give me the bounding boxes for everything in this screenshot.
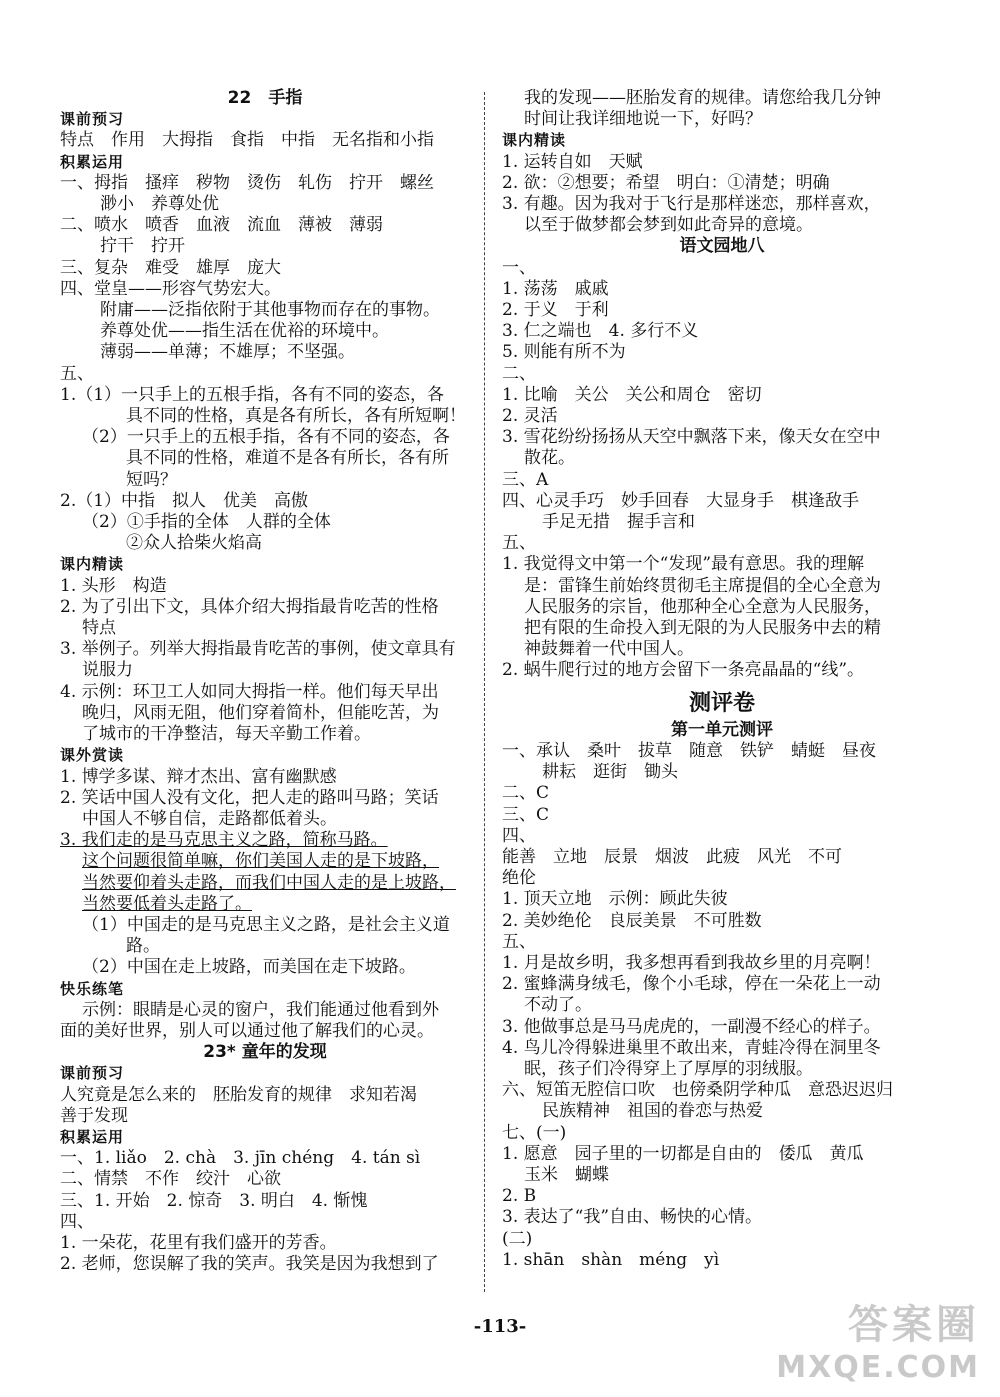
text-line: 一、承认 桑叶 拔草 随意 铁铲 蜻蜓 昼夜 xyxy=(502,740,876,761)
text-line: 1. 运转自如 天赋 xyxy=(502,151,643,172)
text-line: 具不同的性格，难道不是各有所长，各有所 xyxy=(126,448,449,469)
text-line: 2. 蜗牛爬行过的地方会留下一条亮晶晶的“线”。 xyxy=(502,660,865,681)
text-line: 三、复杂 难受 雄厚 庞大 xyxy=(60,257,281,278)
text-line: 四、 xyxy=(60,1211,94,1232)
text-line: 渺小 养尊处优 xyxy=(100,194,219,215)
text-line: 三、A xyxy=(502,469,549,490)
text-line: 四、心灵手巧 妙手回春 大显身手 棋逢敌手 xyxy=(502,490,859,511)
text-line: 示例：眼睛是心灵的窗户，我们能通过他看到外 xyxy=(82,999,439,1020)
text-line: 5. 则能有所不为 xyxy=(502,342,626,363)
text-line: 具不同的性格，真是各有所长，各有所短啊！ xyxy=(126,406,466,427)
text-line: 五、 xyxy=(502,533,536,554)
text-line: 1. 愿意 园子里的一切都是自由的 倭瓜 黄瓜 xyxy=(502,1143,864,1164)
text-line: 三、1. 开始 2. 惊奇 3. 明白 4. 惭愧 xyxy=(60,1190,368,1211)
text-line: 二、喷水 喷香 血液 流血 薄被 薄弱 xyxy=(60,215,383,236)
text-line: 2. 灵活 xyxy=(502,406,558,427)
text-line: 绝伦 xyxy=(502,868,536,889)
lesson-title: 23* 童年的发现 xyxy=(203,1042,327,1063)
text-line: 六、短笛无腔信口吹 也傍桑阴学种瓜 意恐迟迟归 xyxy=(502,1080,893,1101)
text-line: 1. 荡荡 戚戚 xyxy=(502,278,609,299)
text-line: （2）①手指的全体 人群的全体 xyxy=(82,512,331,533)
text-line: 二、情禁 不作 绞汁 心欲 xyxy=(60,1169,281,1190)
text-line: 时间让我详细地说一下，好吗？ xyxy=(524,109,762,130)
text-line: 3. 仁之端也 4. 多行不义 xyxy=(502,321,699,342)
text-line: 四、 xyxy=(502,825,536,846)
text-line: 散花。 xyxy=(524,448,575,469)
text-line: 五、 xyxy=(60,363,94,384)
text-line: 2. 蜜蜂满身绒毛，像个小毛球，停在一朵花上一动 xyxy=(502,974,881,995)
text-line: 短吗？ xyxy=(126,469,177,490)
text-line: 拧干 拧开 xyxy=(100,236,185,257)
text-line: 这个问题很简单嘛，你们美国人走的是下坡路， xyxy=(82,851,439,872)
section-heading: 课内精读 xyxy=(60,555,125,574)
text-line: 我的发现——胚胎发育的规律。请您给我几分钟 xyxy=(524,88,881,108)
text-line: 晚归，风雨无阻，他们穿着简朴，但能吃苦，为 xyxy=(82,702,439,723)
text-line: 2. 欲：②想要；希望 明白：①清楚；明确 xyxy=(502,172,830,193)
text-line: 二、 xyxy=(502,363,536,384)
section-heading: 积累运用 xyxy=(60,152,125,171)
text-line: 七、(一) xyxy=(502,1122,567,1143)
text-line: （2）一只手上的五根手指，各有不同的姿态，各 xyxy=(82,427,450,448)
text-line: 1. 月是故乡明，我多想再看到我故乡里的月亮啊！ xyxy=(502,952,881,973)
text-line: 1.（1）一只手上的五根手指，各有不同的姿态，各 xyxy=(60,384,445,405)
text-line: 了城市的干净整洁，每天辛勤工作着。 xyxy=(82,724,371,745)
text-line: 说服力 xyxy=(82,660,133,681)
left-column xyxy=(60,88,470,1275)
text-line: 是：雷锋生前始终贯彻毛主席提倡的全心全意为 xyxy=(524,575,881,596)
text-line: 2. 笑话中国人没有文化，把人走的路叫马路；笑话 xyxy=(60,787,439,808)
section-heading: 课外赏读 xyxy=(60,746,125,765)
right-column xyxy=(502,88,942,1271)
section-heading: 课前预习 xyxy=(60,1064,125,1083)
text-line: 能善 立地 辰景 烟波 此疲 风光 不可 xyxy=(502,846,842,867)
text-line: 2. 于义 于利 xyxy=(502,300,609,321)
text-line: 2.（1）中指 拟人 优美 高傲 xyxy=(60,490,309,511)
text-line: 一、拇指 搔痒 秽物 烫伤 轧伤 拧开 螺丝 xyxy=(60,172,434,193)
text-line: 1. 比喻 关公 关公和周仓 密切 xyxy=(502,384,762,405)
part-title: 测评卷 xyxy=(688,690,755,716)
text-line: 以至于做梦都会梦到如此奇异的意境。 xyxy=(524,215,813,236)
watermark-logo-text: 答案圈 xyxy=(848,1302,980,1348)
text-line: 把有限的生命投入到无限的为人民服务中去的精 xyxy=(524,618,881,639)
text-line: 五、 xyxy=(502,931,536,952)
text-line: 1. 一朵花，花里有我们盛开的芳香。 xyxy=(60,1232,337,1253)
text-line: 人究竟是怎么来的 胚胎发育的规律 求知若渴 xyxy=(60,1084,417,1105)
text-line: 3. 举例子。列举大拇指最肯吃苦的事例，使文章具有 xyxy=(60,639,456,660)
section-heading: 课前预习 xyxy=(60,110,125,129)
text-line: 4. 鸟儿冷得躲进巢里不敢出来，青蛙冷得在洞里冬 xyxy=(502,1037,881,1058)
text-line: 手足无措 握手言和 xyxy=(542,512,695,533)
text-line: 特点 xyxy=(82,618,116,639)
section-heading: 课内精读 xyxy=(502,131,567,150)
text-line: 养尊处优——指生活在优裕的环境中。 xyxy=(100,321,389,342)
text-line: 3. 有趣。因为我对于飞行是那样迷恋，那样喜欢， xyxy=(502,194,881,215)
text-line: 中国人不够自信，走路都低着头。 xyxy=(82,808,337,829)
text-line: 1. 我觉得文中第一个“发现”最有意思。我的理解 xyxy=(502,554,865,575)
text-line: 3. 我们走的是马克思主义之路，简称马路。 xyxy=(60,830,388,851)
text-line: 特点 作用 大拇指 食指 中指 无名指和小指 xyxy=(60,130,434,151)
text-line: 4. 示例：环卫工人如同大拇指一样。他们每天早出 xyxy=(60,681,439,702)
text-line: 眠，孩子们冷得穿上了厚厚的羽绒服。 xyxy=(524,1058,813,1079)
lesson-title: 语文园地八 xyxy=(679,236,765,257)
page-number: -113- xyxy=(473,1316,527,1337)
watermark xyxy=(776,1293,980,1385)
text-line: 3. 表达了“我”自由、畅快的心情。 xyxy=(502,1207,763,1228)
text-line: 二、C xyxy=(502,783,550,804)
text-line: 民族精神 祖国的眷恋与热爱 xyxy=(542,1101,763,1122)
text-line: 善于发现 xyxy=(60,1105,128,1126)
text-line: 3. 雪花纷纷扬扬从天空中飘落下来，像天女在空中 xyxy=(502,427,881,448)
text-line: 面的美好世界，别人可以通过他了解我们的心灵。 xyxy=(60,1020,434,1041)
text-line: 1. 博学多谋、辩才杰出、富有幽默感 xyxy=(60,766,337,787)
text-line: 2. 为了引出下文，具体介绍大拇指最肯吃苦的性格 xyxy=(60,596,439,617)
text-line: 人民服务的宗旨，他那种全心全意为人民服务， xyxy=(524,596,881,617)
text-line: 3. 他做事总是马马虎虎的，一副漫不经心的样子。 xyxy=(502,1016,881,1037)
text-line: 当然要仰着头走路，而我们中国人走的是上坡路， xyxy=(82,872,456,893)
text-line: 四、堂皇——形容气势宏大。 xyxy=(60,278,281,299)
text-line: 2. 老师，您误解了我的笑声。我笑是因为我想到了 xyxy=(60,1254,439,1275)
text-line: 当然要低着头走路了。 xyxy=(82,893,252,914)
text-line: 耕耘 逛街 锄头 xyxy=(542,762,678,783)
text-line: 1. 头形 构造 xyxy=(60,575,167,596)
text-line: 一、 xyxy=(502,257,536,278)
text-line: 1. 顶天立地 示例：顾此失彼 xyxy=(502,889,728,910)
text-line: 不动了。 xyxy=(524,995,592,1016)
text-line: 2. B xyxy=(502,1186,537,1207)
text-line: 附庸——泛指依附于其他事物而存在的事物。 xyxy=(100,300,440,321)
section-heading: 快乐练笔 xyxy=(60,979,125,998)
text-line: 2. 美妙绝伦 良辰美景 不可胜数 xyxy=(502,910,762,931)
text-line: （1）中国走的是马克思主义之路，是社会主义道 xyxy=(82,914,450,935)
text-line: 神鼓舞着一代中国人。 xyxy=(524,639,694,660)
text-line: (二) xyxy=(502,1228,533,1249)
lesson-title: 22 手指 xyxy=(227,88,303,108)
text-line: 一、1. liǎo 2. chà 3. jīn chéng 4. tán sì xyxy=(60,1148,421,1169)
text-line: 三、C xyxy=(502,804,550,825)
text-line: ②众人拾柴火焰高 xyxy=(126,533,262,554)
text-line: 1. shān shàn méng yì xyxy=(502,1249,720,1270)
text-line: 薄弱——单薄；不雄厚；不坚强。 xyxy=(100,342,355,363)
column-divider xyxy=(484,92,485,1292)
watermark-url: MXQE.COM xyxy=(776,1350,980,1385)
text-line: （2）中国在走上坡路，而美国在走下坡路。 xyxy=(82,957,416,978)
text-line: 路。 xyxy=(126,936,160,957)
text-line: 玉米 蝴蝶 xyxy=(524,1164,609,1185)
section-heading: 积累运用 xyxy=(60,1127,125,1146)
lesson-title: 第一单元测评 xyxy=(671,719,773,740)
